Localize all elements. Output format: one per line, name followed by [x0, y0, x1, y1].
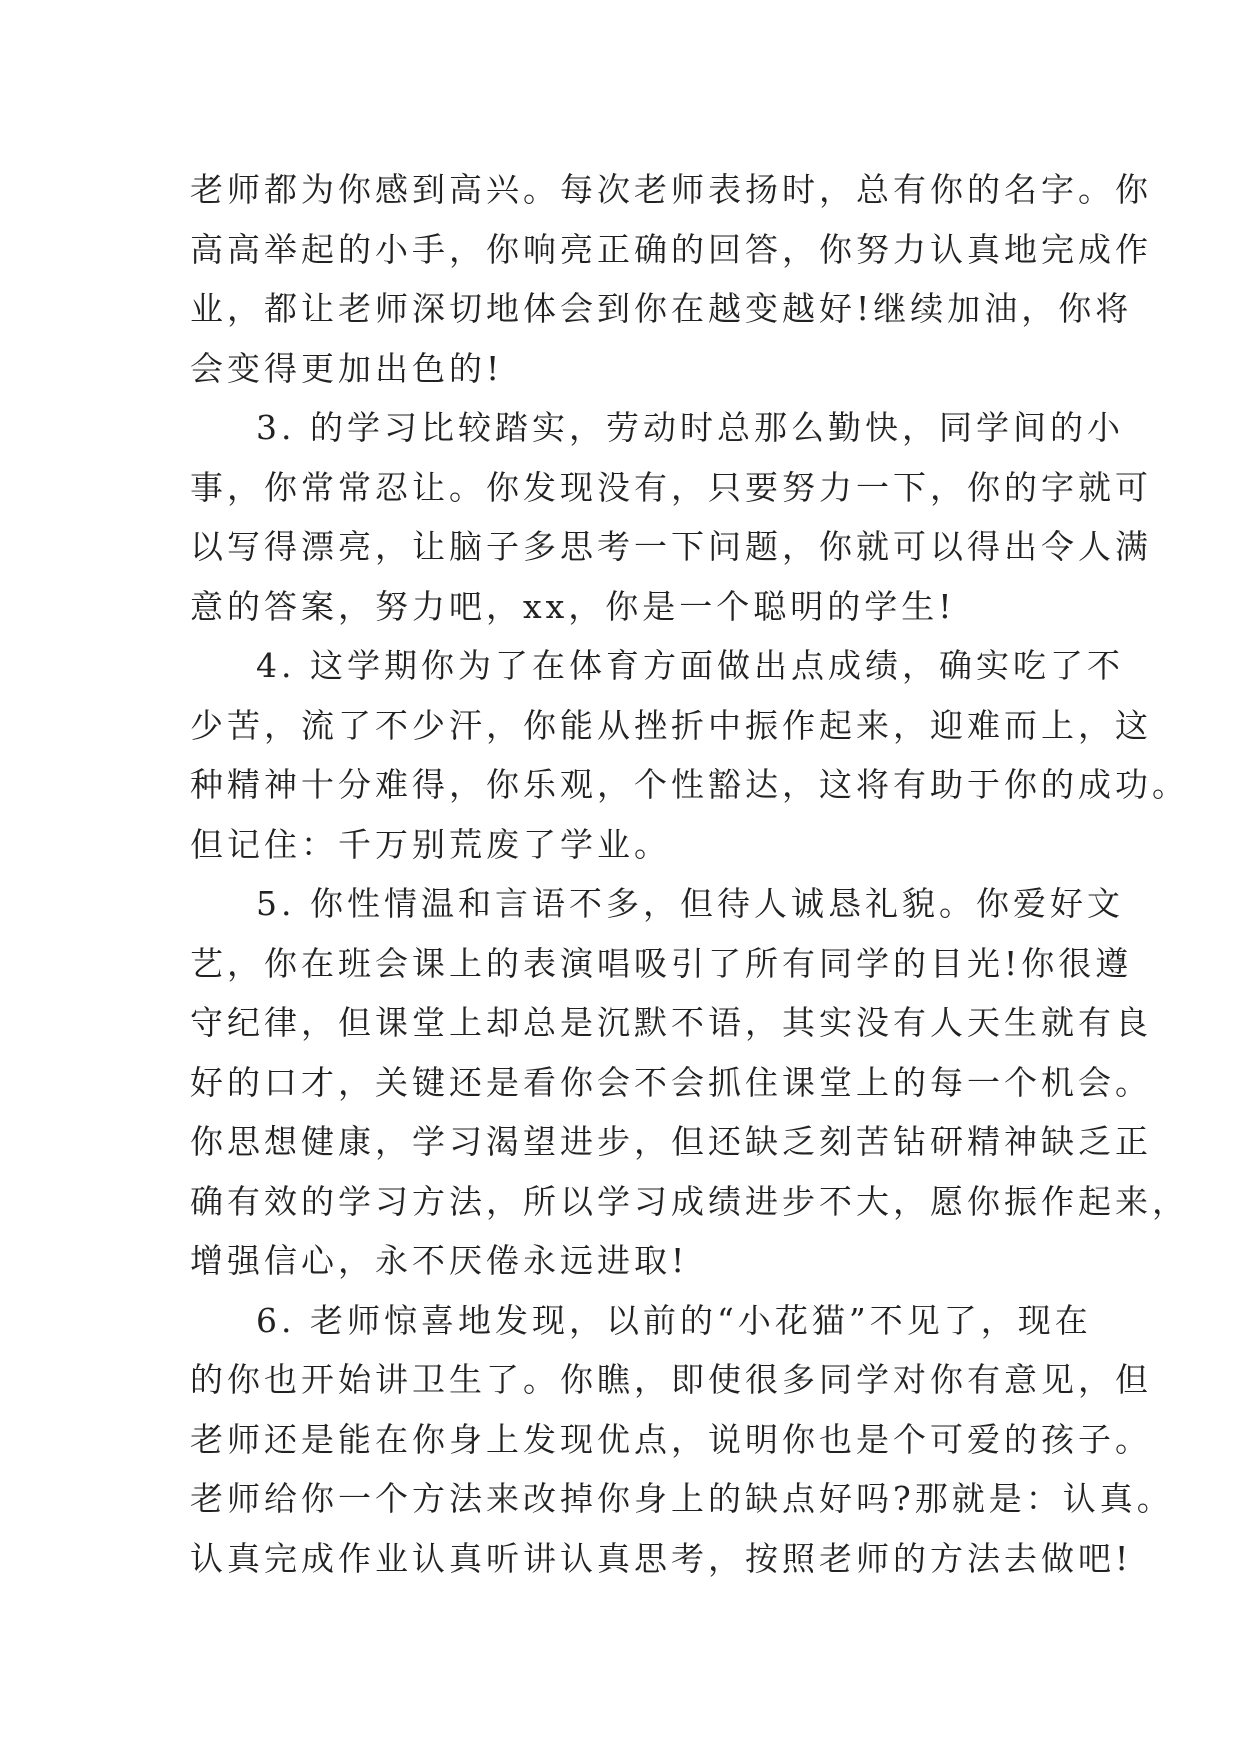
text-line: 事，你常常忍让。你发现没有，只要努力一下，你的字就可	[190, 467, 1152, 507]
text-line: 守纪律，但课堂上却总是沉默不语，其实没有人天生就有良	[190, 1003, 1152, 1042]
text-line: 艺，你在班会课上的表演唱吸引了所有同学的目光!你很遵	[190, 943, 1133, 983]
text-line: 老师都为你感到高兴。每次老师表扬时，总有你的名字。你	[190, 170, 1152, 209]
paragraph-4-first-line: 4. 这学期你为了在体育方面做出点成绩，确实吃了不	[256, 646, 1124, 685]
text-line: 好的口才，关键还是看你会不会抓住课堂上的每一个机会。	[190, 1062, 1152, 1102]
text-line: 认真完成作业认真听讲认真思考，按照老师的方法去做吧!	[190, 1538, 1133, 1578]
paragraph-5-first-line: 5. 你性情温和言语不多，但待人诚恳礼貌。你爱好文	[256, 884, 1124, 923]
paragraph-6-first-line: 6. 老师惊喜地发现，以前的“小花猫”不见了，现在	[256, 1300, 1092, 1340]
text-line: 会变得更加出色的!	[190, 348, 504, 388]
text-line: 意的答案，努力吧，xx，你是一个聪明的学生!	[190, 586, 956, 626]
paragraph-3-first-line: 3. 的学习比较踏实，劳动时总那么勤快，同学间的小	[256, 408, 1124, 447]
text-line: 确有效的学习方法，所以学习成绩进步不大，愿你振作起来，	[190, 1181, 1189, 1221]
text-line: 你思想健康，学习渴望进步，但还缺乏刻苦钻研精神缺乏正	[190, 1122, 1152, 1161]
text-line: 的你也开始讲卫生了。你瞧，即使很多同学对你有意见，但	[190, 1360, 1152, 1399]
text-line: 少苦，流了不少汗，你能从挫折中振作起来，迎难而上，这	[190, 705, 1152, 745]
text-line: 高高举起的小手，你响亮正确的回答，你努力认真地完成作	[190, 229, 1152, 269]
text-line: 老师还是能在你身上发现优点，说明你也是个可爱的孩子。	[190, 1419, 1152, 1459]
text-line: 业，都让老师深切地体会到你在越变越好!继续加油，你将	[190, 289, 1133, 328]
text-line: 老师给你一个方法来改掉你身上的缺点好吗?那就是：认真。	[190, 1479, 1174, 1518]
text-line: 但记住：千万别荒废了学业。	[190, 824, 671, 864]
document-body	[190, 160, 1189, 1588]
text-line: 种精神十分难得，你乐观，个性豁达，这将有助于你的成功。	[190, 765, 1189, 804]
text-line: 以写得漂亮，让脑子多思考一下问题，你就可以得出令人满	[190, 527, 1152, 566]
text-line: 增强信心，永不厌倦永远进取!	[190, 1241, 689, 1280]
